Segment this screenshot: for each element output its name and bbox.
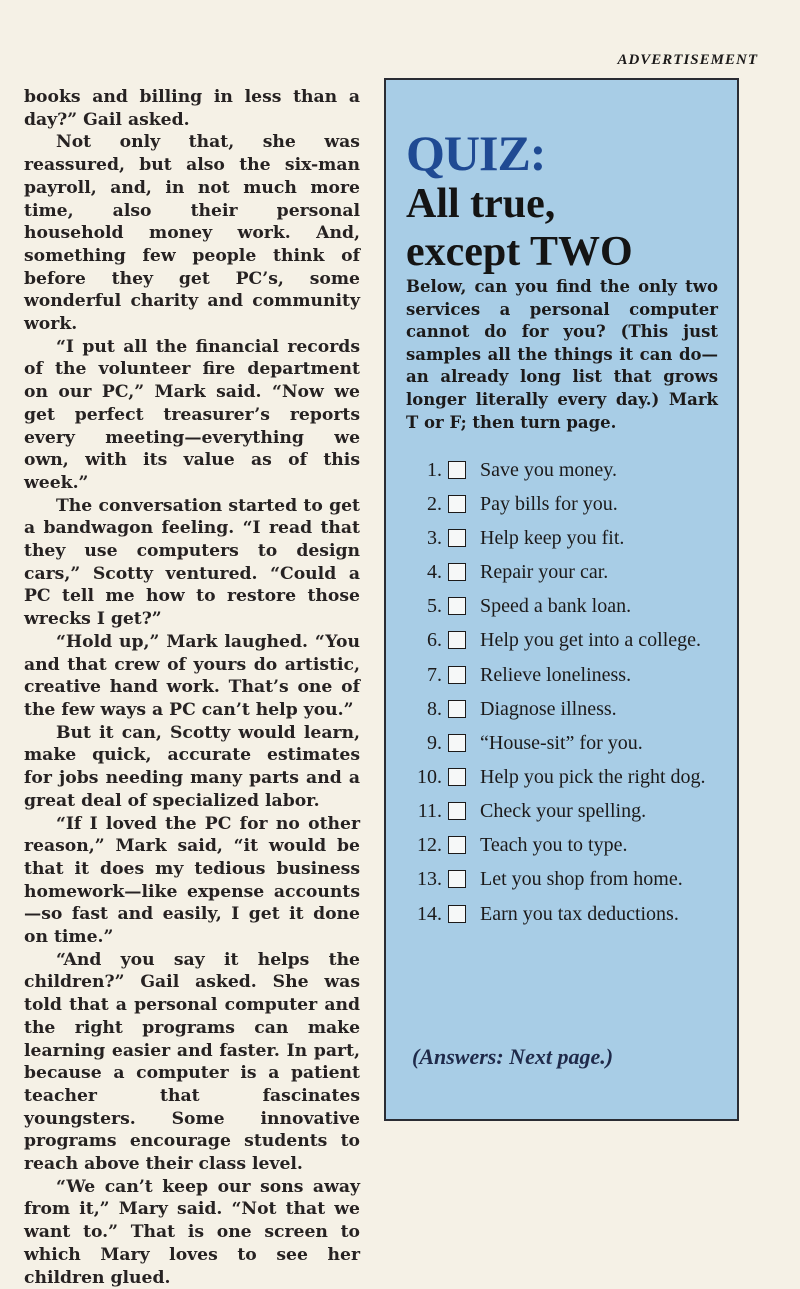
- quiz-item-number: 10.: [417, 766, 442, 788]
- quiz-checkbox[interactable]: [448, 768, 466, 786]
- quiz-instructions: Below, can you find the only two services a personal computer cannot do for you? (This just samples all the things it can do—an already long list that grows longer literally every day.) Mark T or F; then turn page.: [406, 277, 718, 432]
- quiz-item: [404, 833, 724, 858]
- quiz-checkbox[interactable]: [448, 700, 466, 718]
- quiz-item-text: Speed a bank loan.: [480, 595, 632, 617]
- quiz-checkbox[interactable]: [448, 870, 466, 888]
- quiz-item-number: 7.: [427, 664, 442, 686]
- article-paragraph: Not only that, she was reassured, but also the six-man payroll, and, in not much more time, also their personal household money work. And, something few people think of before they get PC’s, some wonderful charity and community work.: [24, 132, 360, 335]
- quiz-checkbox[interactable]: [448, 802, 466, 820]
- quiz-item: [404, 526, 724, 551]
- quiz-checkbox[interactable]: [448, 529, 466, 547]
- quiz-item: [404, 663, 724, 688]
- quiz-item: [404, 628, 724, 653]
- quiz-checkbox[interactable]: [448, 905, 466, 923]
- quiz-panel: [384, 78, 739, 1121]
- quiz-item: [404, 492, 724, 517]
- quiz-item-text: Teach you to type.: [480, 834, 628, 856]
- quiz-item-number: 6.: [427, 629, 442, 651]
- quiz-item-number: 4.: [427, 561, 442, 583]
- quiz-checkbox[interactable]: [448, 461, 466, 479]
- quiz-item-text: Relieve loneliness.: [480, 664, 632, 686]
- quiz-item-number: 2.: [427, 493, 442, 515]
- article-paragraph: “Hold up,” Mark laughed. “You and that crew of yours do artistic, creative hand work. That’s one of the few ways a PC can’t help you.”: [24, 631, 360, 720]
- quiz-subtitle-line: All true,: [406, 181, 556, 227]
- article-paragraph: The conversation started to get a bandwagon feeling. “I read that they use computers to design cars,” Scotty ventured. “Could a PC tell me how to restore those wrecks I get?”: [24, 495, 360, 630]
- quiz-subtitle: [406, 180, 633, 276]
- quiz-subtitle-line: except TWO: [406, 229, 633, 275]
- quiz-item: [404, 458, 724, 483]
- article-paragraph: “We can’t keep our sons away from it,” Mary said. “Not that we want to.” That is one screen to which Mary loves to see her children glued.: [24, 1176, 360, 1288]
- quiz-item-number: 14.: [417, 903, 442, 925]
- article-paragraph: “If I loved the PC for no other reason,” Mark said, “it would be that it does my tedious business homework—like expense accounts—so fast and easily, I get it done on time.”: [24, 813, 360, 948]
- quiz-item: [404, 697, 724, 722]
- quiz-item-number: 11.: [417, 800, 442, 822]
- quiz-item-number: 9.: [427, 732, 442, 754]
- quiz-item-text: Repair your car.: [480, 561, 609, 583]
- quiz-checkbox[interactable]: [448, 495, 466, 513]
- quiz-checkbox[interactable]: [448, 563, 466, 581]
- quiz-item-text: Check your spelling.: [480, 800, 647, 822]
- quiz-checkbox[interactable]: [448, 836, 466, 854]
- quiz-checkbox[interactable]: [448, 631, 466, 649]
- article-paragraph: books and billing in less than a day?” Gail asked.: [24, 87, 360, 130]
- quiz-item: [404, 731, 724, 756]
- quiz-checkbox[interactable]: [448, 666, 466, 684]
- quiz-item-number: 13.: [417, 868, 442, 890]
- article-paragraph: But it can, Scotty would learn, make quick, accurate estimates for jobs needing many parts and a great deal of specialized labor.: [24, 722, 360, 811]
- quiz-item-text: Let you shop from home.: [480, 868, 683, 890]
- quiz-title: QUIZ:: [406, 125, 546, 181]
- quiz-item: [404, 765, 724, 790]
- quiz-item: [404, 594, 724, 619]
- quiz-checkbox[interactable]: [448, 597, 466, 615]
- article-column: [24, 86, 360, 1289]
- quiz-item-number: 8.: [427, 698, 442, 720]
- quiz-item-text: Help you get into a college.: [480, 629, 702, 651]
- quiz-item-text: Pay bills for you.: [480, 493, 618, 515]
- quiz-item-text: “House-sit” for you.: [480, 732, 643, 754]
- quiz-item: [404, 902, 724, 927]
- quiz-item: [404, 560, 724, 585]
- quiz-item-number: 1.: [427, 459, 442, 481]
- quiz-item-number: 5.: [427, 595, 442, 617]
- quiz-item-text: Save you money.: [480, 459, 618, 481]
- quiz-item-number: 3.: [427, 527, 442, 549]
- advertisement-label: ADVERTISEMENT: [617, 52, 758, 68]
- article-paragraph: “I put all the financial records of the volunteer fire department on our PC,” Mark said. “Now we get perfect treasurer’s reports every meeting—everything we own, with its value as of this week.”: [24, 336, 360, 493]
- quiz-item-list: [404, 458, 724, 936]
- quiz-item-text: Diagnose illness.: [480, 698, 617, 720]
- article-paragraph: “And you say it helps the children?” Gail asked. She was told that a personal computer and the right programs can make learning easier and faster. In part, because a computer is a patient teacher that fascinates youngsters. Some innovative programs encourage students to reach above their class level.: [24, 949, 360, 1175]
- quiz-item: [404, 799, 724, 824]
- quiz-item-number: 12.: [417, 834, 442, 856]
- quiz-item-text: Earn you tax deductions.: [480, 903, 679, 925]
- quiz-item-text: Help you pick the right dog.: [480, 766, 706, 788]
- quiz-checkbox[interactable]: [448, 734, 466, 752]
- quiz-item: [404, 867, 724, 892]
- answers-note: (Answers: Next page.): [412, 1044, 614, 1069]
- quiz-item-text: Help keep you fit.: [480, 527, 625, 549]
